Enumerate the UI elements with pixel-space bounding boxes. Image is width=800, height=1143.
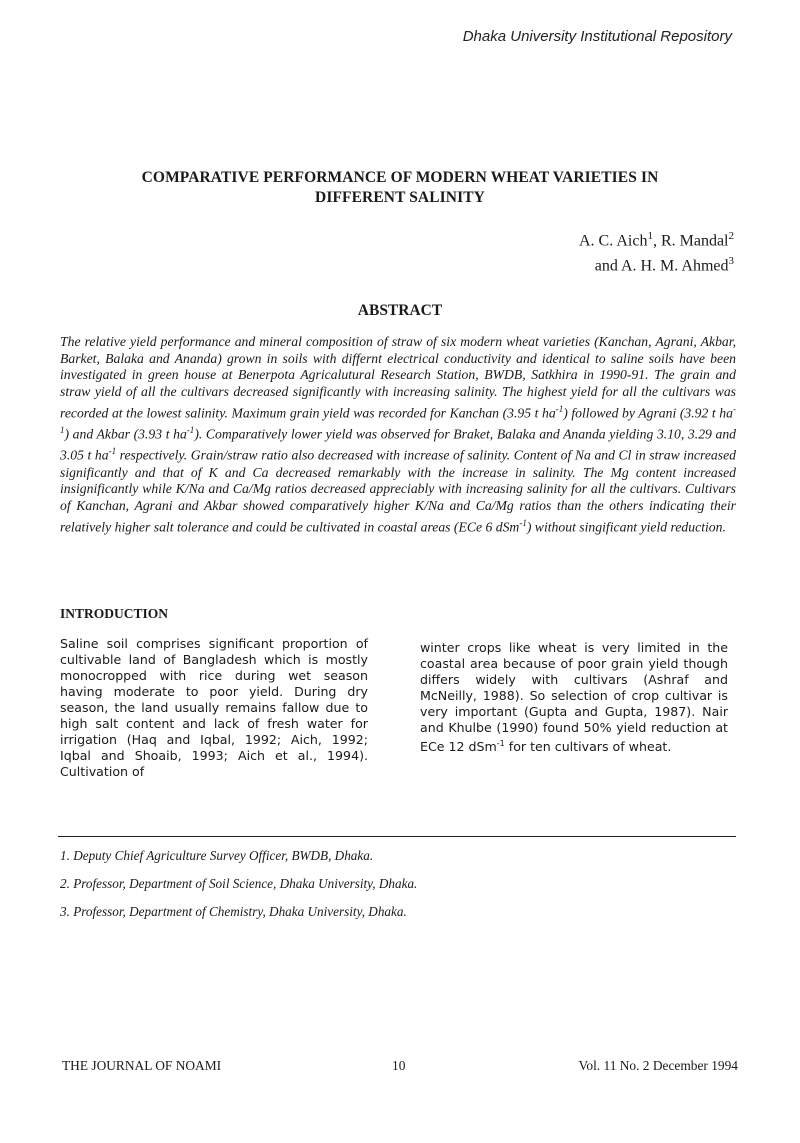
repository-header: Dhaka University Institutional Repository xyxy=(462,28,732,45)
author-mark: 3 xyxy=(728,255,734,268)
introduction-heading: INTRODUCTION xyxy=(60,606,169,621)
footnote-divider xyxy=(58,836,736,837)
column-superscript: -1 xyxy=(496,739,505,748)
author-conjunction: and xyxy=(594,257,621,275)
author-separator: , xyxy=(652,232,661,250)
abstract-text: ). Comparatively lower yield was observed for Braket, Balaka and Ananda yielding 3.10, 3.29 and 3.05 t ha xyxy=(60,426,737,463)
author-name: A. H. M. Ahmed xyxy=(620,257,729,275)
page-number: 10 xyxy=(392,1058,406,1073)
author-line-1 xyxy=(579,226,734,251)
abstract-text: ) followed by Agrani (3.92 t ha xyxy=(563,405,733,421)
author-mark: 2 xyxy=(728,230,734,242)
column-text: winter crops like wheat is very limited in the coastal area because of poor grain yield though differs widely with cultivars (Ashraf and McNeilly, 1988). So selection of crop cultivar is very important (Gupta and Gupta, 1987). Nair and Khulbe (1990) found 50% yield reduction at ECe 12 dSm xyxy=(420,640,728,755)
abstract-text: The relative yield performance and mineral composition of straw of six modern wheat varieties (Kanchan, Agrani, Akbar, Barket, Balaka and Ananda) grown in soils with differnt electrical conductivity and identical to saline soils have been investigated in green house at Benerpota Agricalutural Research Station, BWDB, Satkhira in 1990-91. The grain and straw yield of all the cultivars decreased significantly with increasing salinity. The highest yield for all the cultivars was recorded at the lowest salinity. Maximum grain yield was recorded for Kanchan (3.95 t ha xyxy=(60,334,736,421)
title-line-1: COMPARATIVE PERFORMANCE OF MODERN WHEAT VARIETIES IN xyxy=(141,169,659,186)
introduction-left-column: Saline soil comprises significant proportion of cultivable land of Bangladesh which is mostly monocropped with rice during wet season having moderate to poor yield. During dry season, the land usually remains fallow due to high salt content and lack of fresh water for irrigation (Haq and Iqbal, 1992; Aich, 1992; Iqbal and Shoaib, 1993; Aich et al., 1994). Cultivation of xyxy=(60,636,368,779)
footnote-1: 1. Deputy Chief Agriculture Survey Officer, BWDB, Dhaka. xyxy=(60,848,374,863)
abstract-body xyxy=(60,334,736,536)
author-name: R. Mandal xyxy=(660,232,729,250)
paper-title xyxy=(70,168,730,208)
author-line-2 xyxy=(579,251,734,276)
footnote-2: 2. Professor, Department of Soil Science, Dhaka University, Dhaka. xyxy=(60,876,418,891)
abstract-superscript: -1 xyxy=(555,403,564,414)
abstract-superscript: -1 xyxy=(60,403,736,436)
abstract-superscript: -1 xyxy=(186,425,195,436)
footnote-3: 3. Professor, Department of Chemistry, Dhaka University, Dhaka. xyxy=(60,904,407,919)
column-text: for ten cultivars of wheat. xyxy=(504,739,672,755)
issue-info: Vol. 11 No. 2 December 1994 xyxy=(578,1058,738,1073)
abstract-text: ) and Akbar (3.93 t ha xyxy=(64,426,187,442)
abstract-superscript: -1 xyxy=(519,517,527,528)
abstract-text: ) without singificant yield reduction. xyxy=(526,519,726,535)
footnotes xyxy=(60,848,740,932)
author-block xyxy=(579,226,734,277)
abstract-text: respectively. Grain/straw ratio also decreased with increase of salinity. Content of Na and Cl in straw increased significantly and that of K and Ca decreased remarkably with the increase in salinity. The Mg content increased insignificantly while K/Na and Ca/Mg ratios decreased appreciably with increasing salinity for all the cultivars. Cultivars of Kanchan, Agrani and Akbar showed comparatively higher K/Na and Ca/Mg ratios than the others indicating their relatively higher salt tolerance and could be cultivated in coastal areas (ECe 6 dSm xyxy=(60,447,736,535)
author-mark: 1 xyxy=(647,230,653,242)
abstract-superscript: -1 xyxy=(108,446,117,457)
author-name: A. C. Aich xyxy=(579,232,648,250)
journal-name: THE JOURNAL OF NOAMI xyxy=(62,1058,222,1073)
introduction-right-column xyxy=(420,640,728,755)
title-line-2: DIFFERENT SALINITY xyxy=(315,189,485,206)
abstract-heading: ABSTRACT xyxy=(357,302,443,319)
